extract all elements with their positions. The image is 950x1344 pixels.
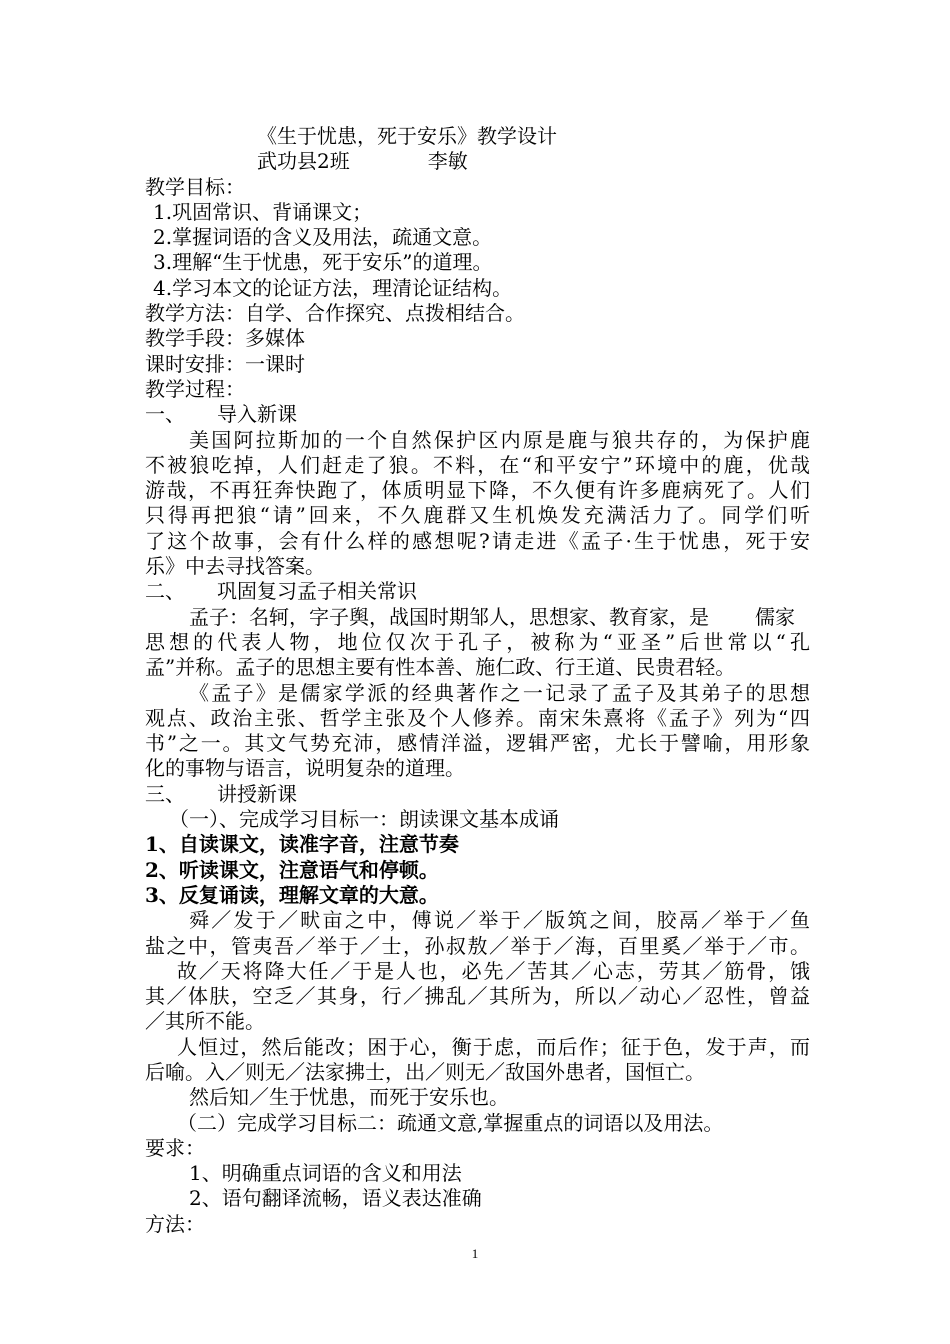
paragraph-line: 《孟子》是儒家学派的经典著作之一记录了孟子及其弟子的思想 bbox=[189, 680, 810, 705]
paragraph-line: 游哉，不再狂奔快跑了，体质明显下降，不久便有许多鹿病死了。人们 bbox=[145, 478, 810, 503]
requirement-item: 2、语句翻译流畅，语义表达准确 bbox=[189, 1186, 482, 1211]
text-line: 后喻。入／则无／法家拂士，出／则无／敌国外患者，国恒亡。 bbox=[145, 1059, 705, 1084]
method-heading: 方法： bbox=[145, 1211, 205, 1236]
page-number: 1 bbox=[471, 1246, 479, 1261]
paragraph-line: 思想的代表人物，地位仅次于孔子，被称为“亚圣”后世常以“孔 bbox=[145, 629, 810, 654]
text-line: 其／体肤，空乏／其身，行／拂乱／其所为，所以／动心／忍性，曾益 bbox=[145, 984, 810, 1009]
paragraph-line: 孟”并称。孟子的思想主要有性本善、施仁政、行王道、民贵君轻。 bbox=[145, 655, 736, 680]
paragraph-line: 乐》中去寻找答案。 bbox=[145, 554, 325, 579]
goal-item: 1.巩固常识、背诵课文； bbox=[153, 199, 373, 224]
section-heading: 教学过程： bbox=[145, 376, 245, 401]
goal-item: 4.学习本文的论证方法，理清论证结构。 bbox=[153, 275, 513, 300]
step-item: 1、自读课文，读准字音，注意节奏 bbox=[145, 832, 459, 857]
step-item: 3、反复诵读，理解文章的大意。 bbox=[145, 882, 439, 907]
author-unit: 武功县2班 bbox=[257, 149, 350, 174]
text-line: 故／天将降大任／于是人也，必先／苦其／心志，劳其／筋骨，饿 bbox=[177, 958, 810, 983]
goal-item: 2.掌握词语的含义及用法，疏通文意。 bbox=[153, 225, 493, 250]
requirement-item: 1、明确重点词语的含义和用法 bbox=[189, 1161, 462, 1186]
goal-item: 3.理解“生于忧患，死于安乐”的道理。 bbox=[153, 250, 493, 275]
author-name: 李敏 bbox=[427, 149, 468, 174]
means-line: 教学手段：多媒体 bbox=[145, 326, 305, 351]
method-line: 教学方法：自学、合作探究、点拨相结合。 bbox=[145, 301, 525, 326]
paragraph-line: 化的事物与语言，说明复杂的道理。 bbox=[145, 756, 465, 781]
part-heading: 二、 巩固复习孟子相关常识 bbox=[145, 579, 417, 604]
subsection-heading: （二）完成学习目标二：疏通文意,掌握重点的词语以及用法。 bbox=[177, 1110, 724, 1135]
text-line: ／其所不能。 bbox=[145, 1009, 265, 1034]
step-item: 2、听读课文，注意语气和停顿。 bbox=[145, 857, 439, 882]
part-heading: 三、 讲授新课 bbox=[145, 781, 297, 806]
subsection-heading: （一）、完成学习目标一：朗读课文基本成诵 bbox=[169, 807, 559, 832]
part-heading: 一、 导入新课 bbox=[145, 402, 297, 427]
document-title: 《生于忧患，死于安乐》教学设计 bbox=[257, 124, 557, 148]
paragraph-line: 书”之一。其文气势充沛，感情洋溢，逻辑严密，尤长于譬喻，用形象 bbox=[145, 731, 810, 756]
text-line: 然后知／生于忧患，而死于安乐也。 bbox=[189, 1085, 509, 1110]
schedule-line: 课时安排：一课时 bbox=[145, 351, 305, 376]
requirement-heading: 要求： bbox=[145, 1135, 205, 1160]
section-heading: 教学目标： bbox=[145, 174, 245, 199]
paragraph-line: 观点、政治主张、哲学主张及个人修养。南宋朱熹将《孟子》列为“四 bbox=[145, 705, 810, 730]
author-line bbox=[145, 149, 810, 174]
text-line: 人恒过，然后能改；困于心，衡于虑，而后作；征于色，发于声，而 bbox=[177, 1034, 810, 1059]
text-line: 盐之中，管夷吾／举于／士，孙叔敖／举于／海，百里奚／举于／市。 bbox=[145, 933, 810, 958]
text-line: 舜／发于／畎亩之中，傅说／举于／版筑之间，胶鬲／举于／鱼 bbox=[189, 908, 810, 933]
paragraph-line: 孟子：名轲，字子舆，战国时期邹人，思想家、教育家，是 儒家 bbox=[189, 604, 795, 629]
paragraph-line: 不被狼吃掉，人们赶走了狼。不料，在“和平安宁”环境中的鹿，优哉 bbox=[145, 452, 810, 477]
paragraph-line: 美国阿拉斯加的一个自然保护区内原是鹿与狼共存的，为保护鹿 bbox=[189, 427, 810, 452]
paragraph-line: 只得再把狼“请”回来，不久鹿群又生机焕发充满活力了。同学们听 bbox=[145, 503, 810, 528]
document-body bbox=[145, 124, 810, 1237]
paragraph-line: 了这个故事，会有什么样的感想呢?请走进《孟子·生于忧患，死于安 bbox=[145, 528, 810, 553]
